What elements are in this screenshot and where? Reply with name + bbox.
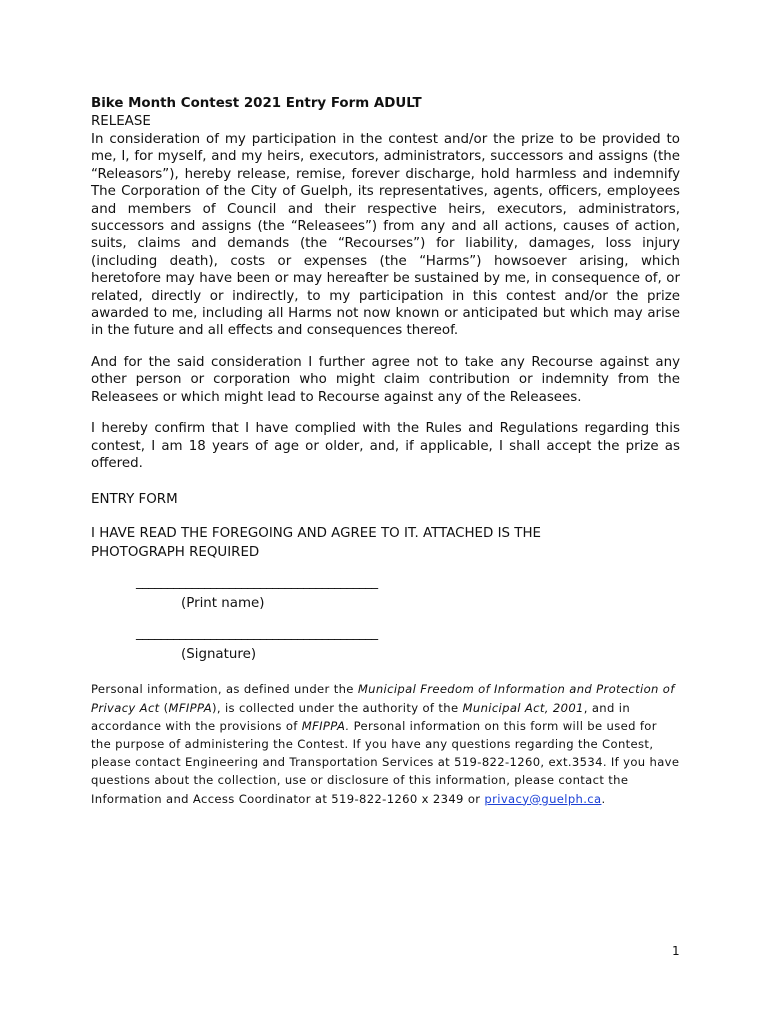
document-page	[91, 95, 680, 808]
agreement-line-2: PHOTOGRAPH REQUIRED	[91, 545, 260, 561]
privacy-email-link[interactable]: privacy@guelph.ca	[484, 791, 602, 806]
privacy-text-4: , and in accordance with the provisions of	[91, 700, 631, 733]
print-name-block[interactable]	[136, 576, 680, 613]
print-name-label: (Print name)	[181, 596, 265, 612]
page-number: 1	[672, 944, 680, 958]
print-name-line[interactable]: _______________________________________	[136, 575, 378, 591]
privacy-act-abbr-2: MFIPPA.	[301, 718, 350, 733]
privacy-text-1: Personal information, as defined under the	[91, 682, 358, 697]
signature-label: (Signature)	[181, 647, 257, 663]
form-title: Bike Month Contest 2021 Entry Form ADULT	[91, 96, 422, 111]
release-paragraph-3: I hereby confirm that I have complied with the Rules and Regulations regarding this contest, I am 18 years of age or older, and, if applicable, I shall accept the prize as offered.	[91, 421, 680, 471]
privacy-text-2: (	[159, 700, 169, 715]
agreement-statement	[91, 524, 680, 562]
release-paragraph-2: And for the said consideration I further agree not to take any Recourse against any other person or corporation who might claim contribution or indemnity from the Releasees or which might lead to Recourse against any of the Releasees.	[91, 354, 680, 405]
privacy-notice	[91, 680, 680, 807]
entry-form-heading: ENTRY FORM	[91, 492, 178, 508]
privacy-act-abbr: MFIPPA	[168, 700, 213, 715]
signature-block[interactable]	[136, 627, 680, 664]
agreement-line-1: I HAVE READ THE FOREGOING AND AGREE TO IT. ATTACHED IS THE	[91, 526, 541, 542]
privacy-text-3: ), is collected under the authority of the	[212, 700, 463, 715]
signature-line[interactable]: _______________________________________	[136, 626, 378, 642]
release-heading: RELEASE	[91, 114, 151, 129]
privacy-text-5: Personal information on this form will be used for the purpose of administering the Contest. If you have any questions regarding the Contest, please contact Engineering and Transportation Services at 519-822-1260, ext.3534. If you have questions about the collection, use or disclosure of this information, please contact the Information and Access Coordinator at 519-822-1260 x 2349 or	[91, 718, 680, 806]
privacy-text-6: .	[601, 791, 606, 806]
privacy-act-name: Municipal Freedom of Information and Protection of Privacy Act	[91, 682, 675, 715]
municipal-act-name: Municipal Act, 2001	[462, 700, 584, 715]
release-paragraph-1: In consideration of my participation in the contest and/or the prize to be provided to me, I, for myself, and my heirs, executors, administrators, successors and assigns (the “Releasors”), hereby release, remise, forever discharge, hold harmless and indemnify The Corporation of the City of Guelph, its representatives, agents, officers, employees and members of Council and their respective heirs, executors, administrators, successors and assigns (the “Releasees”) from any and all actions, causes of action, suits, claims and demands (the “Recourses”) for liability, damages, loss injury (including death), costs or expenses (the “Harms”) howsoever arising, which heretofore may have been or may hereafter be sustained by me, in consequence of, or related, directly or indirectly, to my participation in this contest and/or the prize awarded to me, including all Harms not now known or anticipated but which may arise in the future and all effects and consequences thereof.	[91, 132, 680, 339]
